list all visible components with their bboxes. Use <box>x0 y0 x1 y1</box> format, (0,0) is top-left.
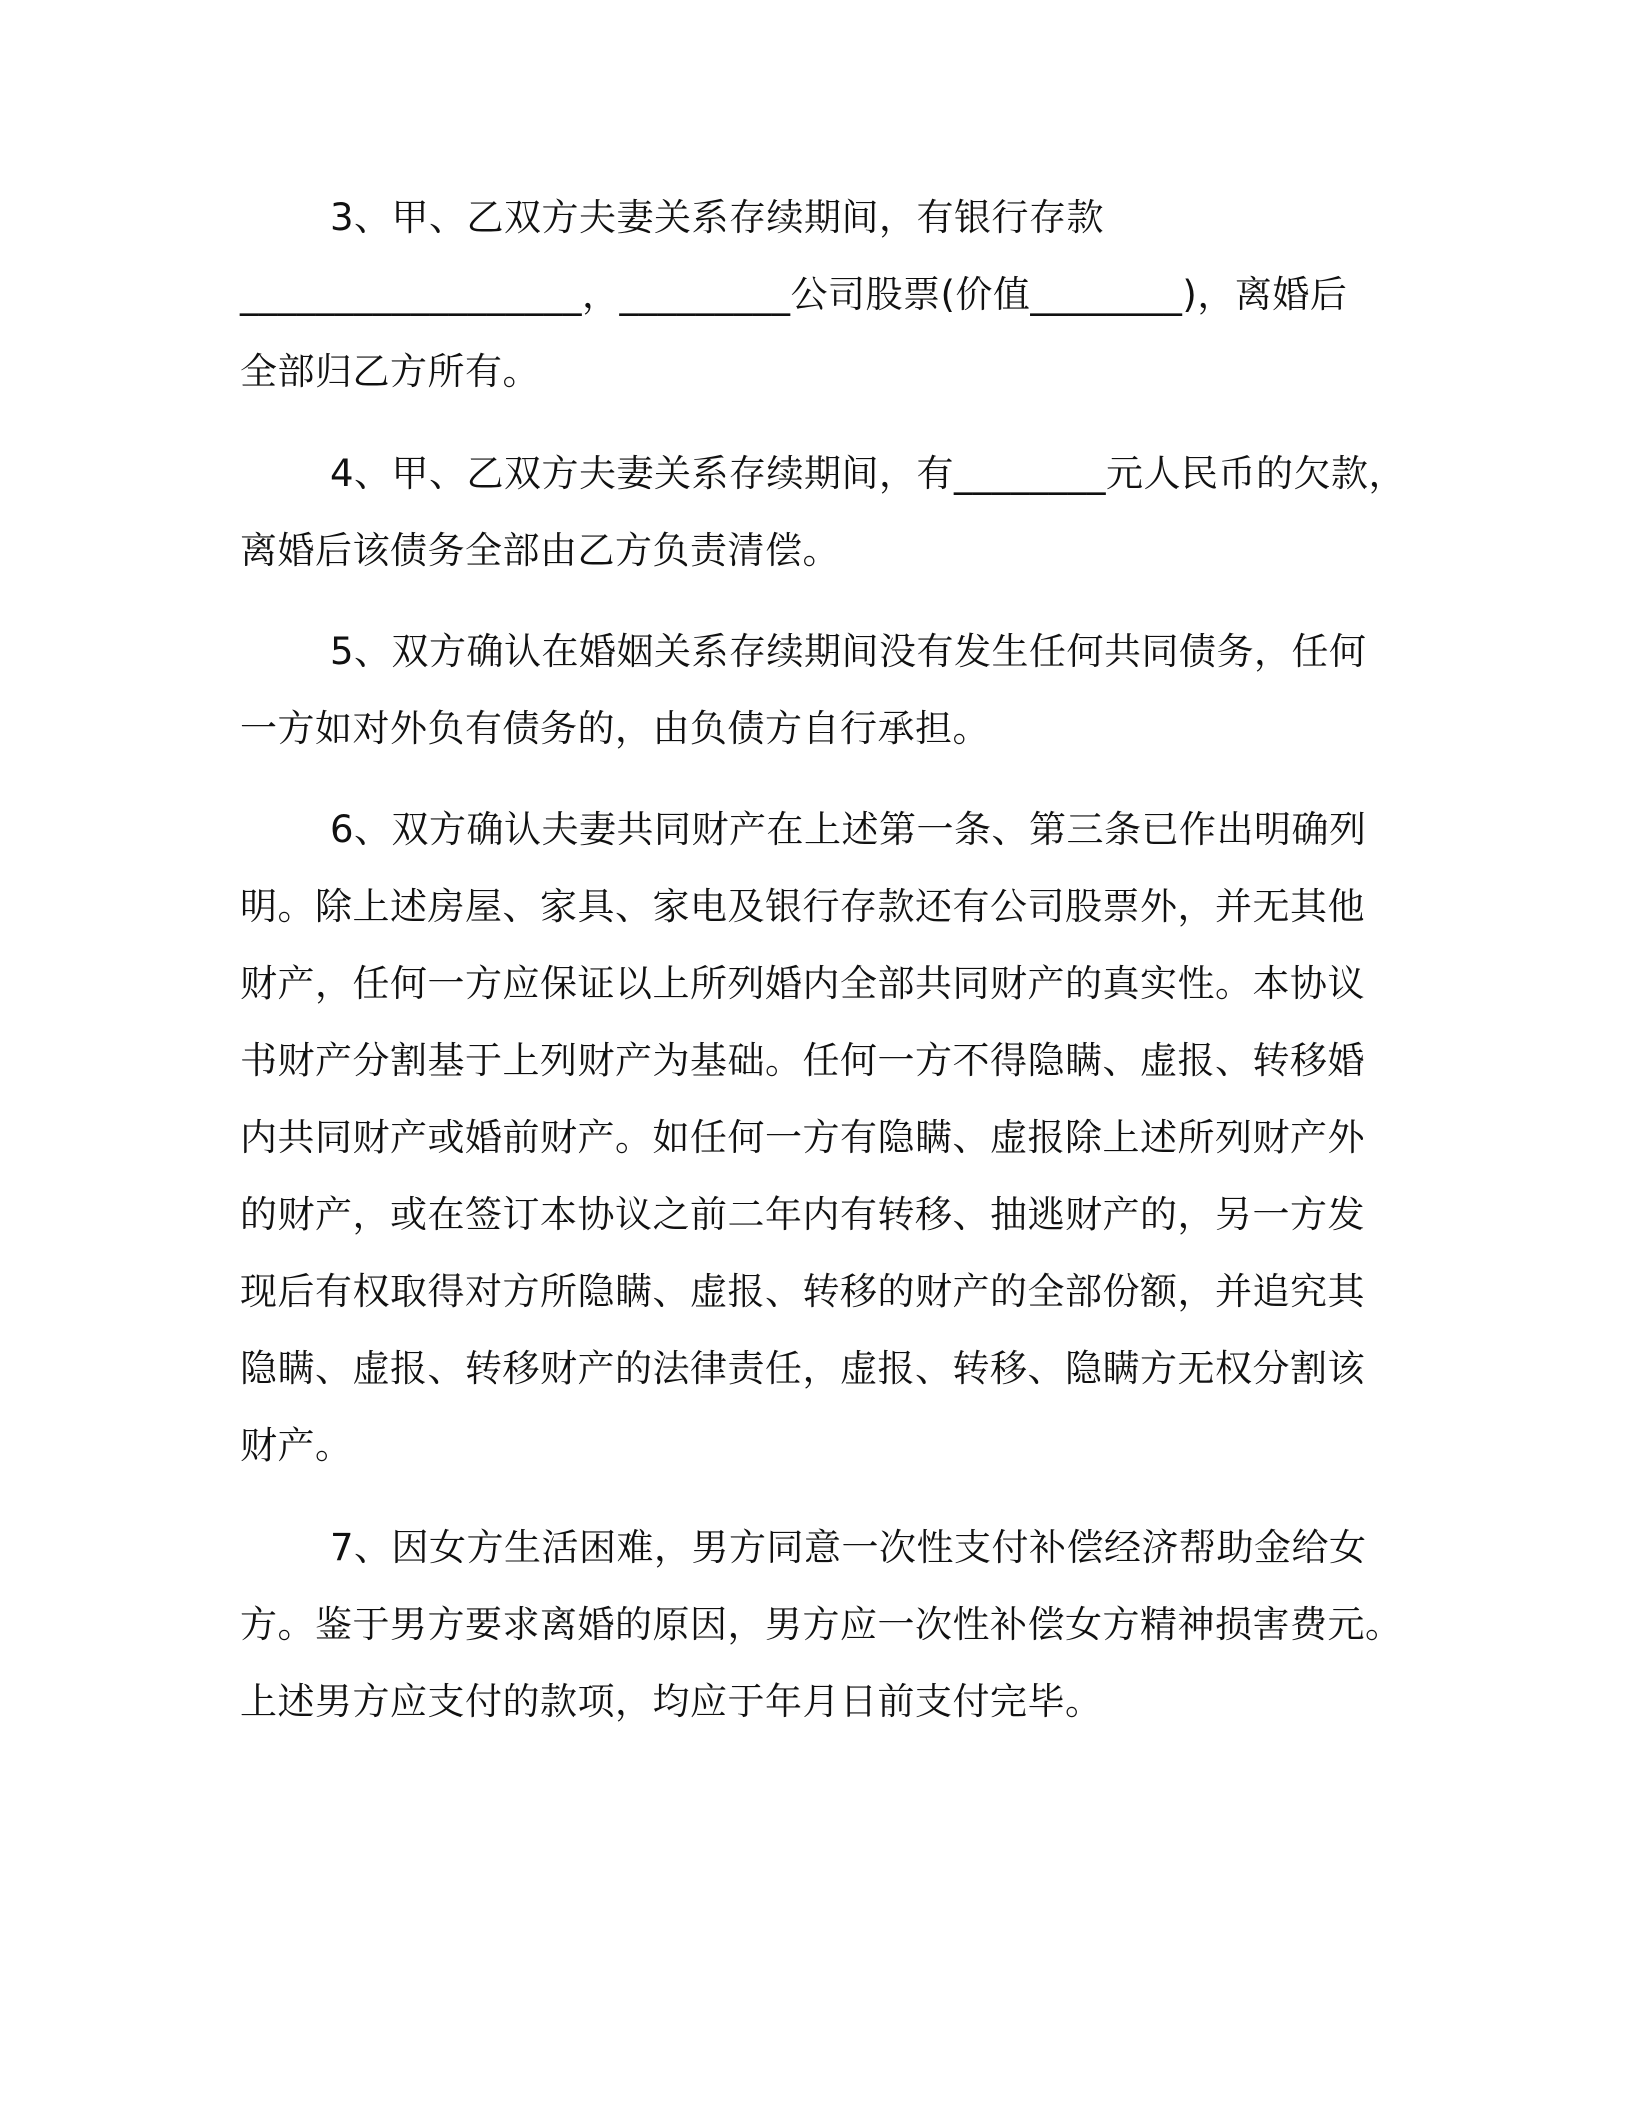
clause-5-line-2: 一方如对外负有债务的，由负债方自行承担。 <box>240 707 990 750</box>
clause-4-line-1: 4、甲、乙双方夫妻关系存续期间，有________元人民币的欠款， <box>330 452 1407 495</box>
clause-6-line-2: 明。除上述房屋、家具、家电及银行存款还有公司股票外，并无其他 <box>240 885 1365 928</box>
clause-7-line-3: 上述男方应支付的款项，均应于年月日前支付完毕。 <box>240 1680 1103 1723</box>
clause-3-line-1: 3、甲、乙双方夫妻关系存续期间，有银行存款 <box>330 196 1105 239</box>
clause-5-line-1: 5、双方确认在婚姻关系存续期间没有发生任何共同债务，任何 <box>330 630 1367 673</box>
clause-6-line-4: 书财产分割基于上列财产为基础。任何一方不得隐瞒、虚报、转移婚 <box>240 1039 1365 1082</box>
clause-6-line-5: 内共同财产或婚前财产。如任何一方有隐瞒、虚报除上述所列财产外 <box>240 1116 1365 1159</box>
clause-7-line-2: 方。鉴于男方要求离婚的原因，男方应一次性补偿女方精神损害费元。 <box>240 1603 1403 1646</box>
clause-3-line-2: __________________，_________公司股票(价值________)，离婚后 <box>240 273 1348 316</box>
clause-6-line-9: 财产。 <box>240 1424 353 1467</box>
clause-6-line-3: 财产，任何一方应保证以上所列婚内全部共同财产的真实性。本协议 <box>240 962 1365 1005</box>
clause-6-line-1: 6、双方确认夫妻共同财产在上述第一条、第三条已作出明确列 <box>330 808 1367 851</box>
clause-7-line-1: 7、因女方生活困难，男方同意一次性支付补偿经济帮助金给女 <box>330 1526 1367 1569</box>
clause-6-line-7: 现后有权取得对方所隐瞒、虚报、转移的财产的全部份额，并追究其 <box>240 1270 1365 1313</box>
clause-3-line-3: 全部归乙方所有。 <box>240 350 540 393</box>
clause-6-line-8: 隐瞒、虚报、转移财产的法律责任，虚报、转移、隐瞒方无权分割该 <box>240 1347 1365 1390</box>
clause-6-line-6: 的财产，或在签订本协议之前二年内有转移、抽逃财产的，另一方发 <box>240 1193 1365 1236</box>
clause-4-line-2: 离婚后该债务全部由乙方负责清偿。 <box>240 529 840 572</box>
